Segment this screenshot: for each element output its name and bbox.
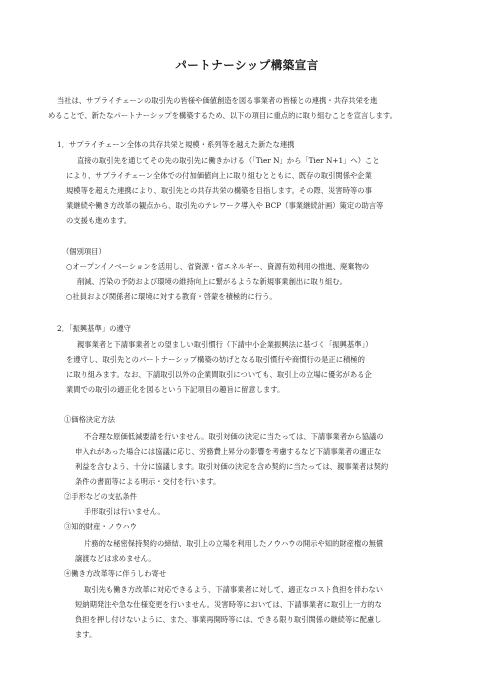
section1-body-line: 業継続や働き方改革の観点から、取引先のテレワーク導入や BCP（事業継続計画）策定の助言等 xyxy=(66,201,384,210)
item-label-ip: ③知的財産・ノウハウ xyxy=(64,522,137,531)
item-line: 短納期発注や急な仕様変更を行いません。災害時等においては、下請事業者に取引上一方的な xyxy=(75,600,382,609)
section2-heading: 2．「振興基準」の遵守 xyxy=(57,324,131,333)
individual-item: ○オープンイノベーションを活用し、省資源・省エネルギー、資源有効利用の推進、廃棄物の xyxy=(66,262,370,271)
section1-body-line: により、サプライチェーン全体での付加価値向上に取り組むとともに、既存の取引関係や企業 xyxy=(66,171,372,180)
page-title: パートナーシップ構築宣言 xyxy=(175,58,319,72)
individual-item: 削減、汚染の予防および環境の維持向上に繋がるような新規事業創出に取り組む。 xyxy=(77,277,347,286)
section1-body-line: 規模等を超えた連携により、取引先との共存共栄の構築を目指します。その際、災害時等の事 xyxy=(66,186,372,195)
individual-items-heading: （個別項目） xyxy=(62,247,106,256)
section2-body-line: に取り組みます。なお、下請取引以外の企業間取引についても、取引上の立場に優劣がある企 xyxy=(66,370,372,379)
item-line: 手形取引は行いません。 xyxy=(84,507,165,516)
item-line: 負担を押し付けないように、また、事業再開時等には、できる限り取引関係の継続等に配慮し xyxy=(75,615,382,624)
item-label-payment: ②手形などの支払条件 xyxy=(64,492,137,501)
section2-body-line: 親事業者と下請事業者との望ましい取引慣行（下請中小企業振興法に基づく「振興基準」） xyxy=(77,340,373,349)
item-line: 譲渡などは求めません。 xyxy=(75,554,156,563)
intro-line-1: 当社は、サプライチェーンの取引先の皆様や価値創造を図る事業者の皆様との連携・共存共栄を進 xyxy=(57,96,378,105)
section2-body-line: 業間での取引の適正化を図るという下記項目の趣旨に留意します。 xyxy=(66,385,285,394)
item-line: 取引先も働き方改革に対応できるよう、下請事業者に対して、適正なコスト負担を伴わない xyxy=(84,585,384,594)
section2-body-line: を遵守し、取引先とのパートナーシップ構築の妨げとなる取引慣行や商慣行の是正に積極的 xyxy=(66,355,365,364)
item-line: 利益を含むよう、十分に協議します。取引対価の決定を含め契約に当たっては、親事業者は契約 xyxy=(75,462,389,471)
intro-line-2: めることで、新たなパートナーシップを構築するため、以下の項目に重点的に取り組むことを宣言します。 xyxy=(48,111,397,120)
item-line: 不合理な原価低減要請を行いません。取引対価の決定に当たっては、下請事業者から協議の xyxy=(84,432,384,441)
individual-item: ○社員および関係者に環境に対する教育・啓蒙を積極的に行う。 xyxy=(66,292,277,301)
section1-heading: 1．サプライチェーン全体の共存共栄と規模・系列等を越えた新たな連携 xyxy=(57,140,295,149)
item-label-workstyle: ④働き方改革等に伴うしわ寄せ xyxy=(64,569,167,578)
item-line: 片務的な秘密保持契約の締結、取引上の立場を利用したノウハウの開示や知的財産権の無償 xyxy=(84,539,384,548)
item-line: ます。 xyxy=(75,630,97,639)
item-label-price: ①価格決定方法 xyxy=(64,415,116,424)
section1-body-line: 直接の取引先を通じてその先の取引先に働きかける（「Tier N」から「Tier N+1」へ）こと xyxy=(77,156,380,165)
section1-body-line: の支援も進めます。 xyxy=(66,216,132,225)
item-line: 条件の書面等による明示・交付を行います。 xyxy=(75,477,221,486)
item-line: 申入れがあった場合には協議に応じ、労務費上昇分の影響を考慮するなど下請事業者の適正な xyxy=(75,447,382,456)
